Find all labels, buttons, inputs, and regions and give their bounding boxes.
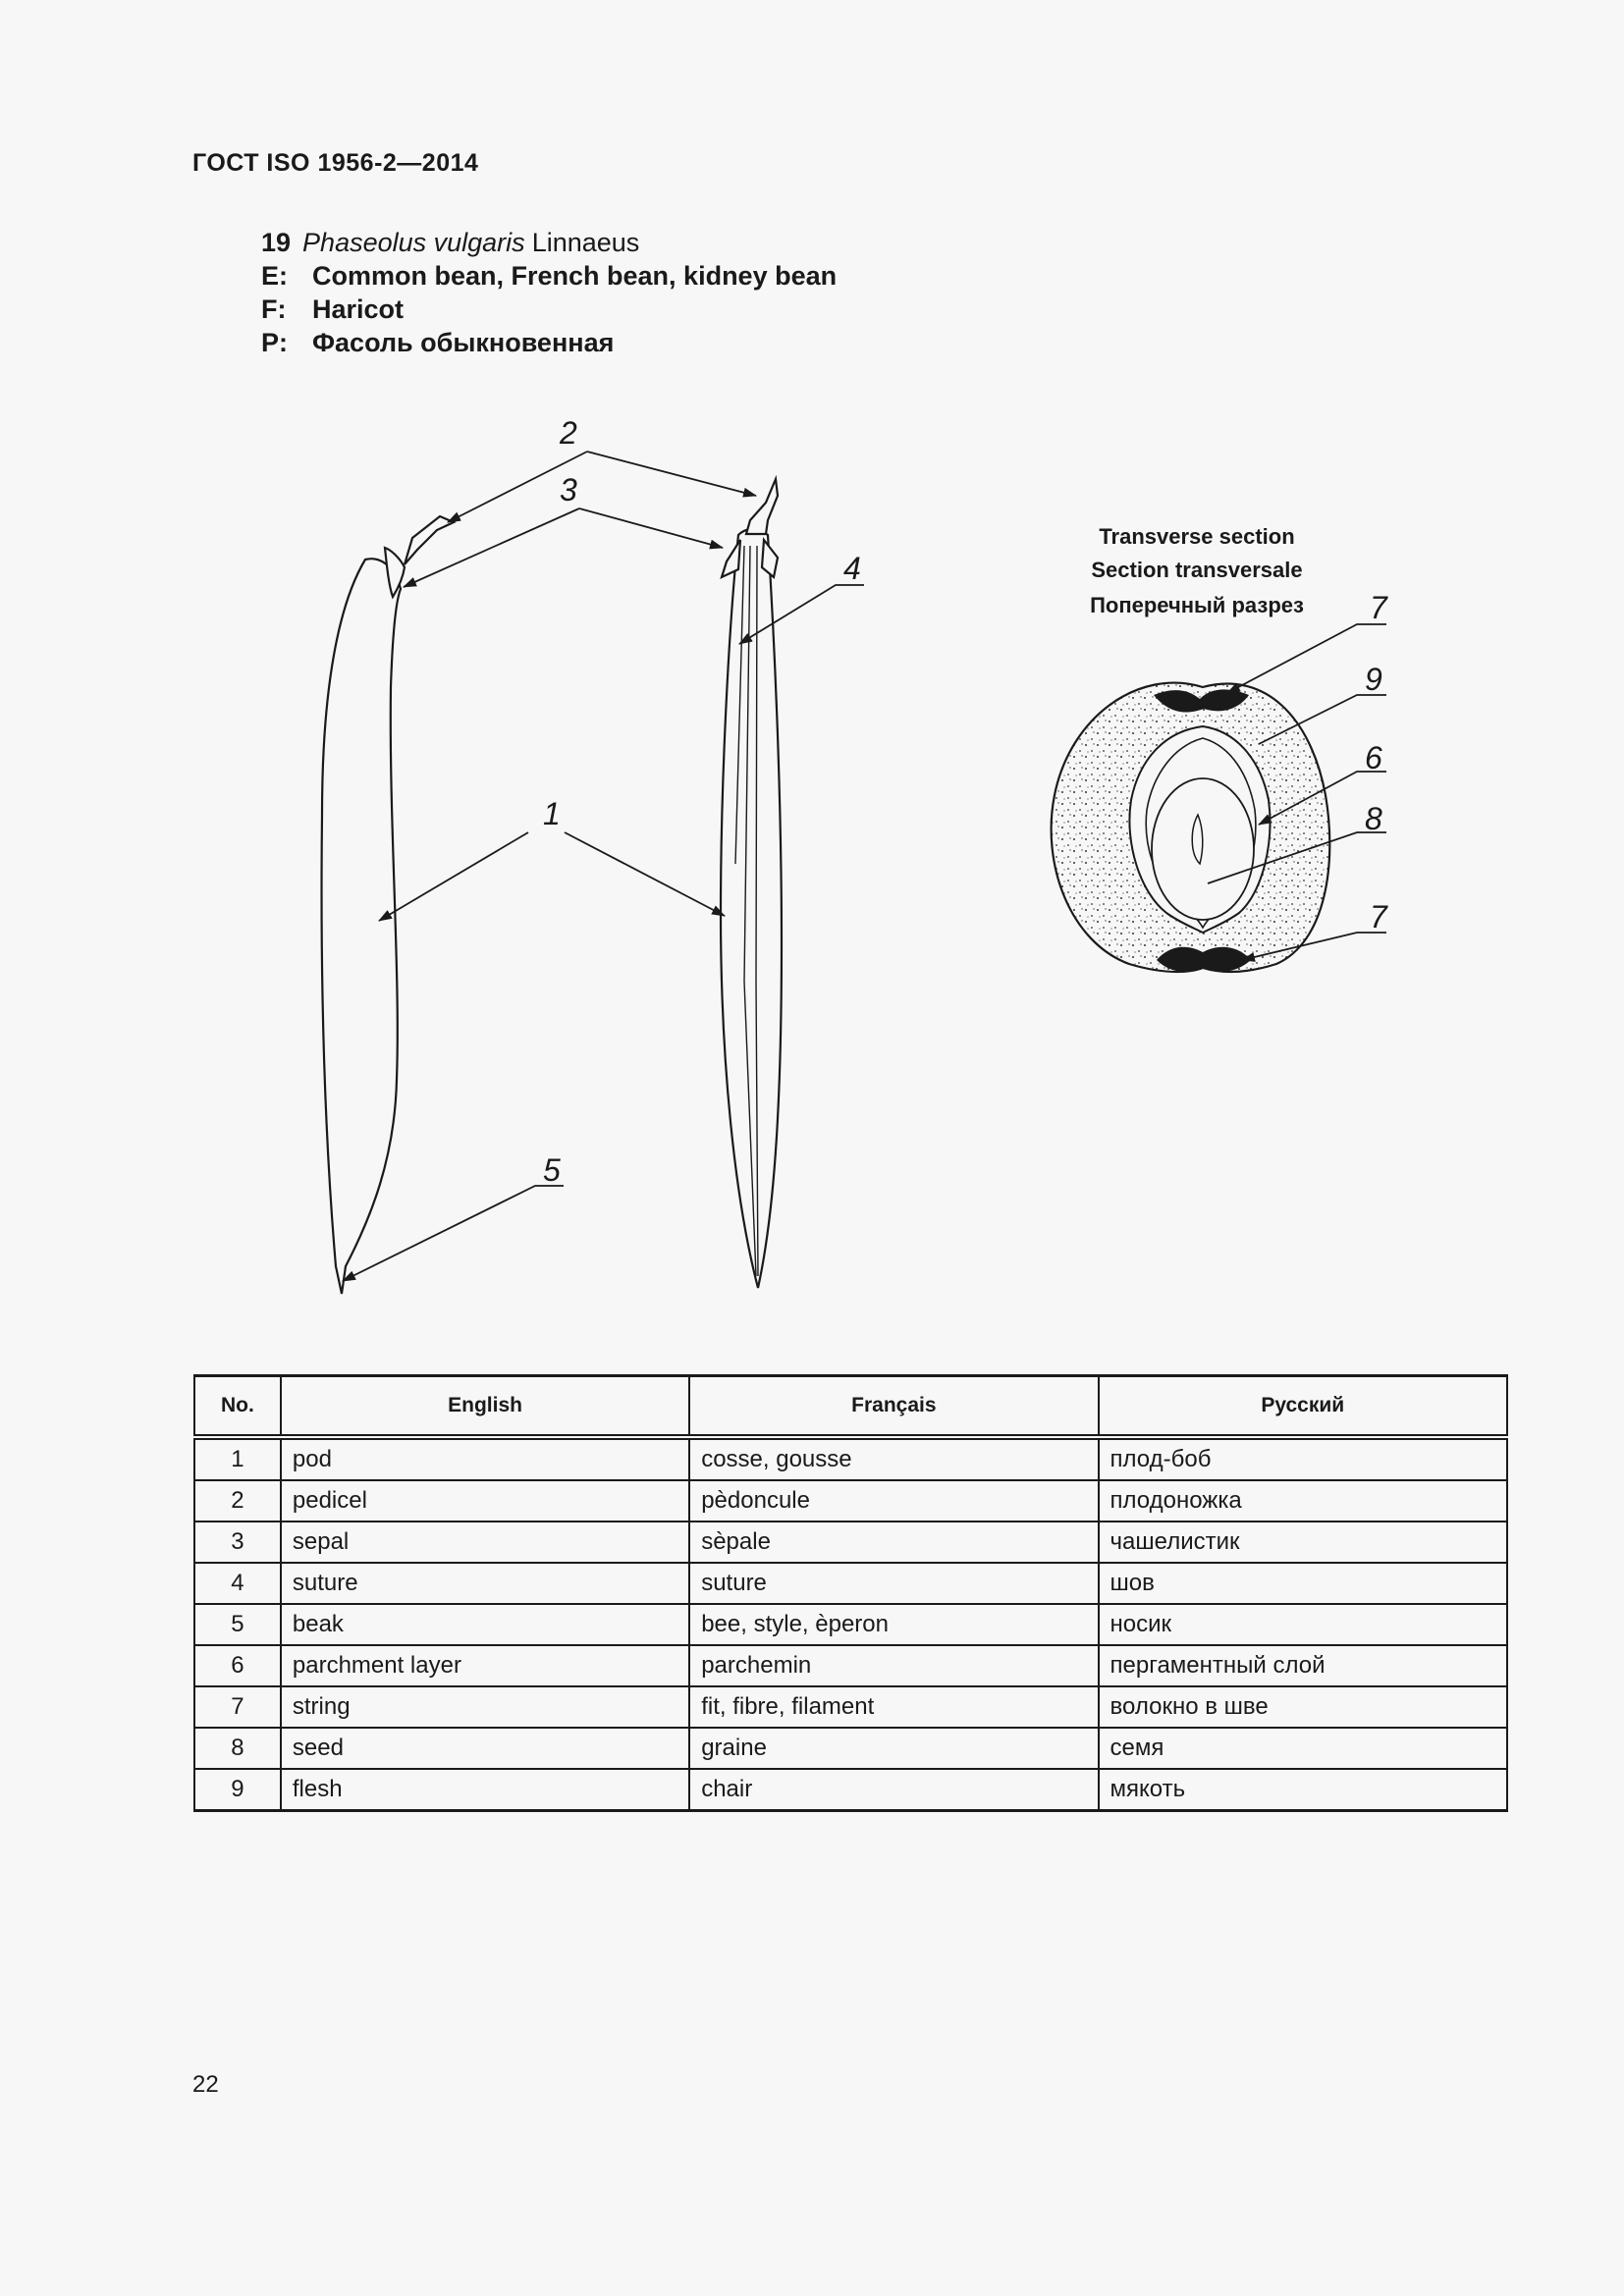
- table-row: [194, 1686, 1507, 1728]
- cell-russian: шов: [1099, 1563, 1507, 1604]
- species-number: 19: [261, 228, 292, 257]
- callout-seed: 8: [1365, 801, 1382, 836]
- cell-english: pod: [281, 1437, 689, 1480]
- header-russian: Русский: [1099, 1376, 1507, 1438]
- cell-no: 5: [194, 1604, 281, 1645]
- species-authority: Linnaeus: [531, 228, 640, 257]
- cell-french: chair: [689, 1769, 1098, 1811]
- transverse-section: [1052, 683, 1330, 972]
- callout-pedicel: 2: [560, 415, 577, 451]
- pod-suture-view: [721, 479, 782, 1288]
- callout-flesh: 9: [1365, 662, 1382, 697]
- callout-string-top: 7: [1370, 590, 1387, 625]
- table-row: [194, 1769, 1507, 1811]
- cell-no: 7: [194, 1686, 281, 1728]
- name-value: Фасоль обыкновенная: [312, 328, 615, 357]
- cell-no: 1: [194, 1437, 281, 1480]
- table-row: [194, 1522, 1507, 1563]
- cell-russian: семя: [1099, 1728, 1507, 1769]
- cell-french: sèpale: [689, 1522, 1098, 1563]
- cell-no: 8: [194, 1728, 281, 1769]
- callout-beak: 5: [543, 1152, 561, 1188]
- name-key: E:: [261, 261, 288, 291]
- cell-russian: носик: [1099, 1604, 1507, 1645]
- document-code: ГОСТ ISO 1956-2—2014: [192, 149, 479, 177]
- callout-pod: 1: [543, 796, 561, 831]
- name-key: P:: [261, 328, 288, 357]
- cell-no: 9: [194, 1769, 281, 1811]
- name-value: Haricot: [312, 294, 405, 324]
- cell-english: seed: [281, 1728, 689, 1769]
- cell-english: pedicel: [281, 1480, 689, 1522]
- cell-russian: пергаментный слой: [1099, 1645, 1507, 1686]
- table-row: [194, 1480, 1507, 1522]
- cell-english: flesh: [281, 1769, 689, 1811]
- cell-french: fit, fibre, filament: [689, 1686, 1098, 1728]
- cell-english: beak: [281, 1604, 689, 1645]
- cell-russian: мякоть: [1099, 1769, 1507, 1811]
- table-row: [194, 1728, 1507, 1769]
- cell-russian: плод-боб: [1099, 1437, 1507, 1480]
- cell-russian: волокно в шве: [1099, 1686, 1507, 1728]
- cell-russian: чашелистик: [1099, 1522, 1507, 1563]
- cell-no: 4: [194, 1563, 281, 1604]
- cell-french: graine: [689, 1728, 1098, 1769]
- callout-sepal: 3: [560, 472, 577, 507]
- header-english: English: [281, 1376, 689, 1438]
- cell-russian: плодоножка: [1099, 1480, 1507, 1522]
- terms-table: [193, 1374, 1508, 1812]
- table-row: [194, 1604, 1507, 1645]
- cell-french: parchemin: [689, 1645, 1098, 1686]
- cell-french: bee, style, èperon: [689, 1604, 1098, 1645]
- cell-no: 3: [194, 1522, 281, 1563]
- section-title-en: Transverse section: [1099, 524, 1295, 549]
- section-title-ru: Поперечный разрез: [1090, 593, 1304, 617]
- cell-english: sepal: [281, 1522, 689, 1563]
- callout-suture: 4: [843, 551, 861, 586]
- cell-no: 2: [194, 1480, 281, 1522]
- header-french: Français: [689, 1376, 1098, 1438]
- callout-parchment: 6: [1365, 740, 1382, 775]
- section-title-fr: Section transversale: [1091, 558, 1303, 582]
- table-row: [194, 1563, 1507, 1604]
- table-row: [194, 1645, 1507, 1686]
- latin-name: Phaseolus vulgaris: [302, 228, 525, 257]
- table-row: [194, 1437, 1507, 1480]
- cell-english: suture: [281, 1563, 689, 1604]
- page-number: 22: [192, 2071, 219, 2098]
- header-no: No.: [194, 1376, 281, 1438]
- cell-french: suture: [689, 1563, 1098, 1604]
- name-key: F:: [261, 294, 287, 324]
- table-header-row: [194, 1376, 1507, 1438]
- pod-side-view: [322, 516, 454, 1294]
- cell-english: parchment layer: [281, 1645, 689, 1686]
- cell-french: pèdoncule: [689, 1480, 1098, 1522]
- cell-no: 6: [194, 1645, 281, 1686]
- cell-english: string: [281, 1686, 689, 1728]
- callout-string-bottom: 7: [1370, 899, 1387, 934]
- cell-french: cosse, gousse: [689, 1437, 1098, 1480]
- name-value: Common bean, French bean, kidney bean: [312, 261, 838, 291]
